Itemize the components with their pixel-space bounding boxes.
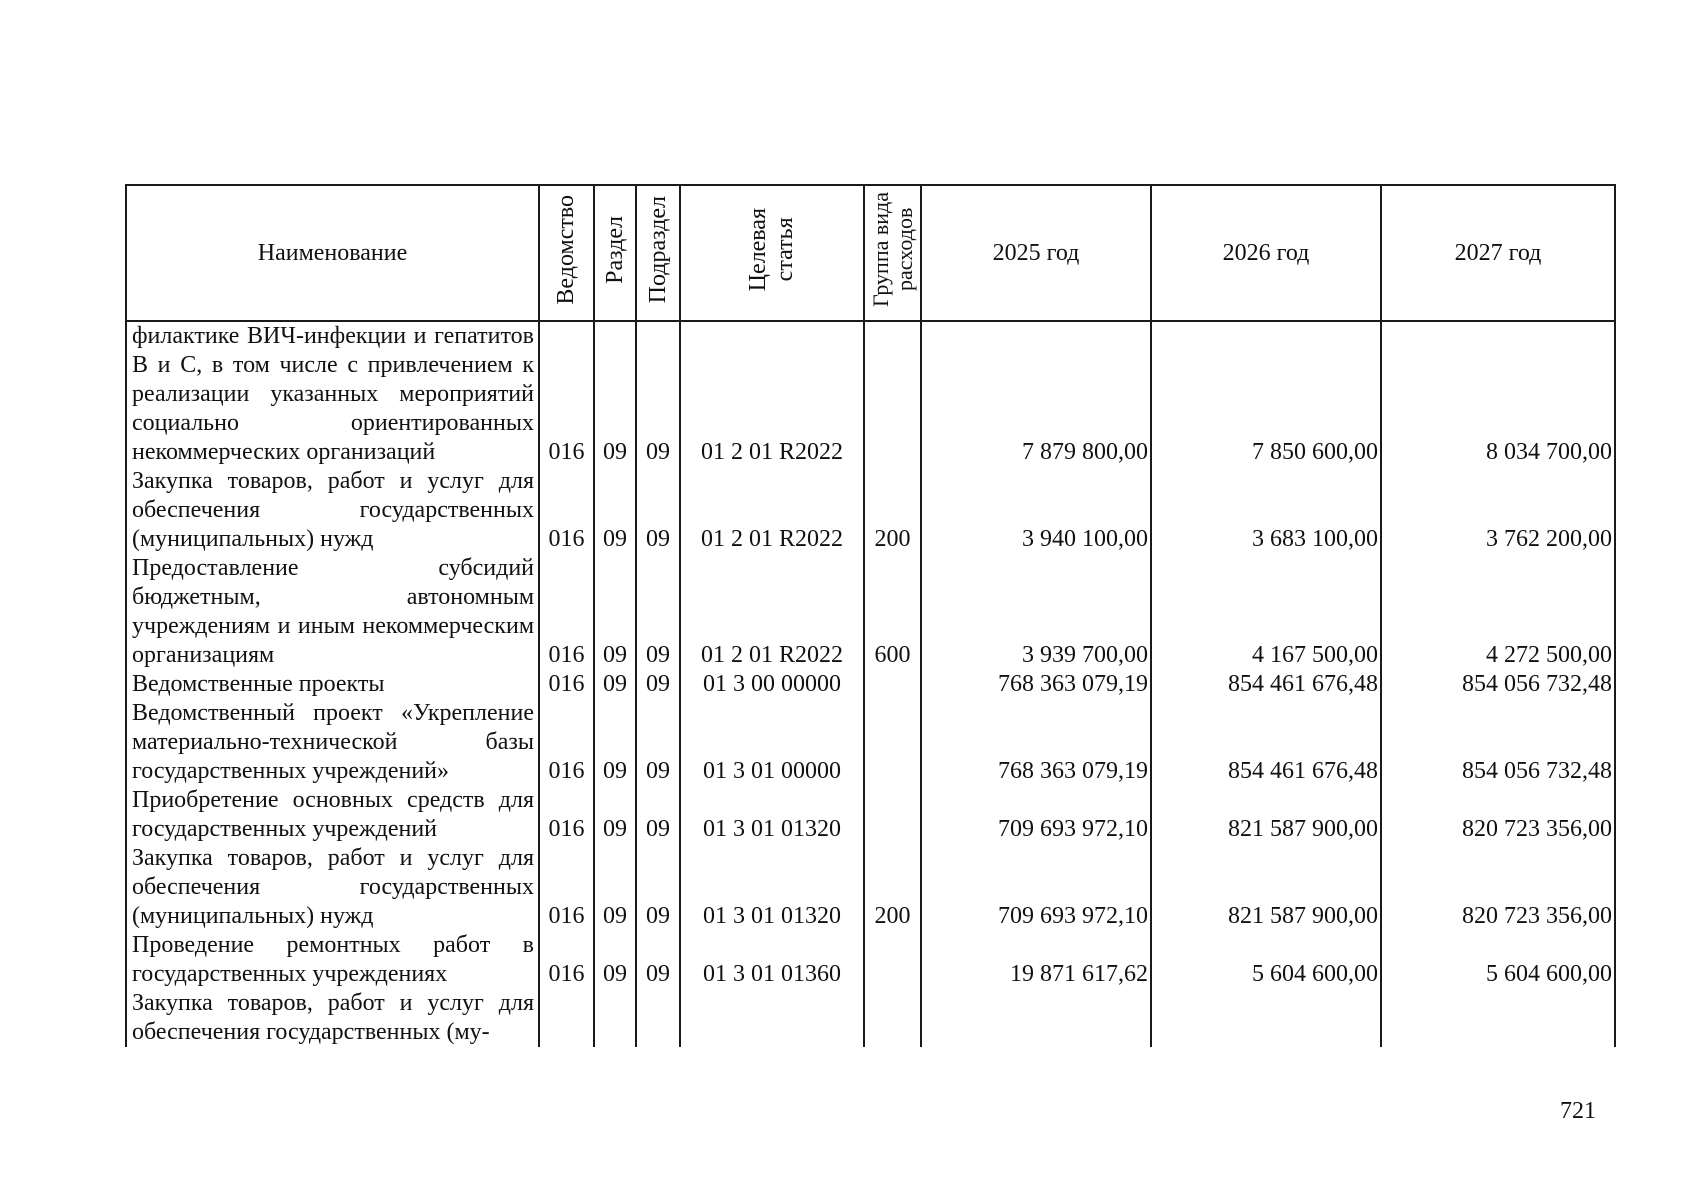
row-expense-group <box>864 786 921 844</box>
row-2025-value: 768 363 079,19 <box>921 699 1151 786</box>
table-row <box>126 786 1615 844</box>
row-expense-group: 200 <box>864 844 921 931</box>
row-expense-group: 200 <box>864 467 921 554</box>
row-2026-value: 7 850 600,00 <box>1151 321 1381 467</box>
row-2025-value: 3 940 100,00 <box>921 467 1151 554</box>
row-section <box>594 989 636 1047</box>
row-subsection: 09 <box>636 844 680 931</box>
row-name: Закупка товаров, работ и услуг для обеспечения государственных (муниципальных) нужд <box>126 467 539 554</box>
row-target-article: 01 3 01 01320 <box>680 786 864 844</box>
row-department: 016 <box>539 931 594 989</box>
table-row <box>126 554 1615 670</box>
row-section: 09 <box>594 321 636 467</box>
row-expense-group: 600 <box>864 554 921 670</box>
row-2026-value: 854 461 676,48 <box>1151 699 1381 786</box>
table-row <box>126 931 1615 989</box>
row-subsection: 09 <box>636 786 680 844</box>
row-2027-value: 854 056 732,48 <box>1381 699 1615 786</box>
row-2025-value: 768 363 079,19 <box>921 670 1151 699</box>
row-section: 09 <box>594 844 636 931</box>
row-expense-group <box>864 931 921 989</box>
header-year-2026: 2026 год <box>1151 185 1381 321</box>
table-header <box>126 185 1615 321</box>
row-2026-value: 821 587 900,00 <box>1151 786 1381 844</box>
row-section: 09 <box>594 931 636 989</box>
row-expense-group <box>864 989 921 1047</box>
table-row <box>126 844 1615 931</box>
table-row <box>126 467 1615 554</box>
row-2027-value <box>1381 989 1615 1047</box>
row-2026-value: 5 604 600,00 <box>1151 931 1381 989</box>
row-subsection: 09 <box>636 699 680 786</box>
row-subsection: 09 <box>636 467 680 554</box>
row-2027-value: 4 272 500,00 <box>1381 554 1615 670</box>
table-body <box>126 321 1615 1047</box>
row-2027-value: 8 034 700,00 <box>1381 321 1615 467</box>
row-name: Предоставление субсидий бюджетным, автономным учреждениям и иным некоммерческим организациям <box>126 554 539 670</box>
row-2025-value: 19 871 617,62 <box>921 931 1151 989</box>
row-name: Ведомственный проект «Укрепление материально-технической базы государственных учреждений» <box>126 699 539 786</box>
row-2026-value: 821 587 900,00 <box>1151 844 1381 931</box>
row-section: 09 <box>594 554 636 670</box>
row-subsection: 09 <box>636 321 680 467</box>
row-target-article: 01 2 01 R2022 <box>680 321 864 467</box>
row-2026-value: 4 167 500,00 <box>1151 554 1381 670</box>
header-expense-group: Группа вида расходов <box>864 185 921 321</box>
row-section: 09 <box>594 467 636 554</box>
row-name: Закупка товаров, работ и услуг для обеспечения государственных (муниципальных) нужд <box>126 844 539 931</box>
row-target-article <box>680 989 864 1047</box>
header-name: Наименование <box>126 185 539 321</box>
row-target-article: 01 3 00 00000 <box>680 670 864 699</box>
header-year-2027: 2027 год <box>1381 185 1615 321</box>
row-name: Проведение ремонтных работ в государственных учреждениях <box>126 931 539 989</box>
row-target-article: 01 2 01 R2022 <box>680 467 864 554</box>
row-expense-group <box>864 699 921 786</box>
row-name: Приобретение основных средств для государственных учреждений <box>126 786 539 844</box>
row-target-article: 01 3 01 01360 <box>680 931 864 989</box>
row-2026-value: 854 461 676,48 <box>1151 670 1381 699</box>
header-section: Раздел <box>594 185 636 321</box>
header-subsection: Подраздел <box>636 185 680 321</box>
row-2027-value: 820 723 356,00 <box>1381 844 1615 931</box>
row-target-article: 01 3 01 00000 <box>680 699 864 786</box>
row-expense-group <box>864 321 921 467</box>
row-2025-value <box>921 989 1151 1047</box>
header-year-2025: 2025 год <box>921 185 1151 321</box>
row-2025-value: 7 879 800,00 <box>921 321 1151 467</box>
row-department <box>539 989 594 1047</box>
table-row <box>126 321 1615 467</box>
header-target-article: Целевая статья <box>680 185 864 321</box>
row-department: 016 <box>539 321 594 467</box>
row-department: 016 <box>539 786 594 844</box>
row-2027-value: 3 762 200,00 <box>1381 467 1615 554</box>
table-row <box>126 989 1615 1047</box>
table-row <box>126 699 1615 786</box>
row-target-article: 01 3 01 01320 <box>680 844 864 931</box>
row-section: 09 <box>594 670 636 699</box>
row-department: 016 <box>539 844 594 931</box>
row-2025-value: 3 939 700,00 <box>921 554 1151 670</box>
row-2027-value: 5 604 600,00 <box>1381 931 1615 989</box>
row-subsection: 09 <box>636 554 680 670</box>
row-name: филактике ВИЧ-инфекции и гепатитов В и С, в том числе с привлечением к реализации указанных мероприятий социально ориентированных некоммерческих организаций <box>126 321 539 467</box>
table-row <box>126 670 1615 699</box>
row-2027-value: 820 723 356,00 <box>1381 786 1615 844</box>
row-department: 016 <box>539 670 594 699</box>
row-2025-value: 709 693 972,10 <box>921 786 1151 844</box>
row-department: 016 <box>539 554 594 670</box>
row-expense-group <box>864 670 921 699</box>
row-section: 09 <box>594 699 636 786</box>
budget-table <box>125 184 1616 1047</box>
row-subsection: 09 <box>636 931 680 989</box>
row-2027-value: 854 056 732,48 <box>1381 670 1615 699</box>
row-target-article: 01 2 01 R2022 <box>680 554 864 670</box>
row-department: 016 <box>539 699 594 786</box>
row-department: 016 <box>539 467 594 554</box>
row-name: Закупка товаров, работ и услуг для обеспечения государственных (му- <box>126 989 539 1047</box>
row-name: Ведомственные проекты <box>126 670 539 699</box>
row-subsection <box>636 989 680 1047</box>
header-department: Ведомство <box>539 185 594 321</box>
row-2025-value: 709 693 972,10 <box>921 844 1151 931</box>
page-number: 721 <box>1560 1098 1596 1124</box>
row-2026-value <box>1151 989 1381 1047</box>
row-subsection: 09 <box>636 670 680 699</box>
row-2026-value: 3 683 100,00 <box>1151 467 1381 554</box>
row-section: 09 <box>594 786 636 844</box>
